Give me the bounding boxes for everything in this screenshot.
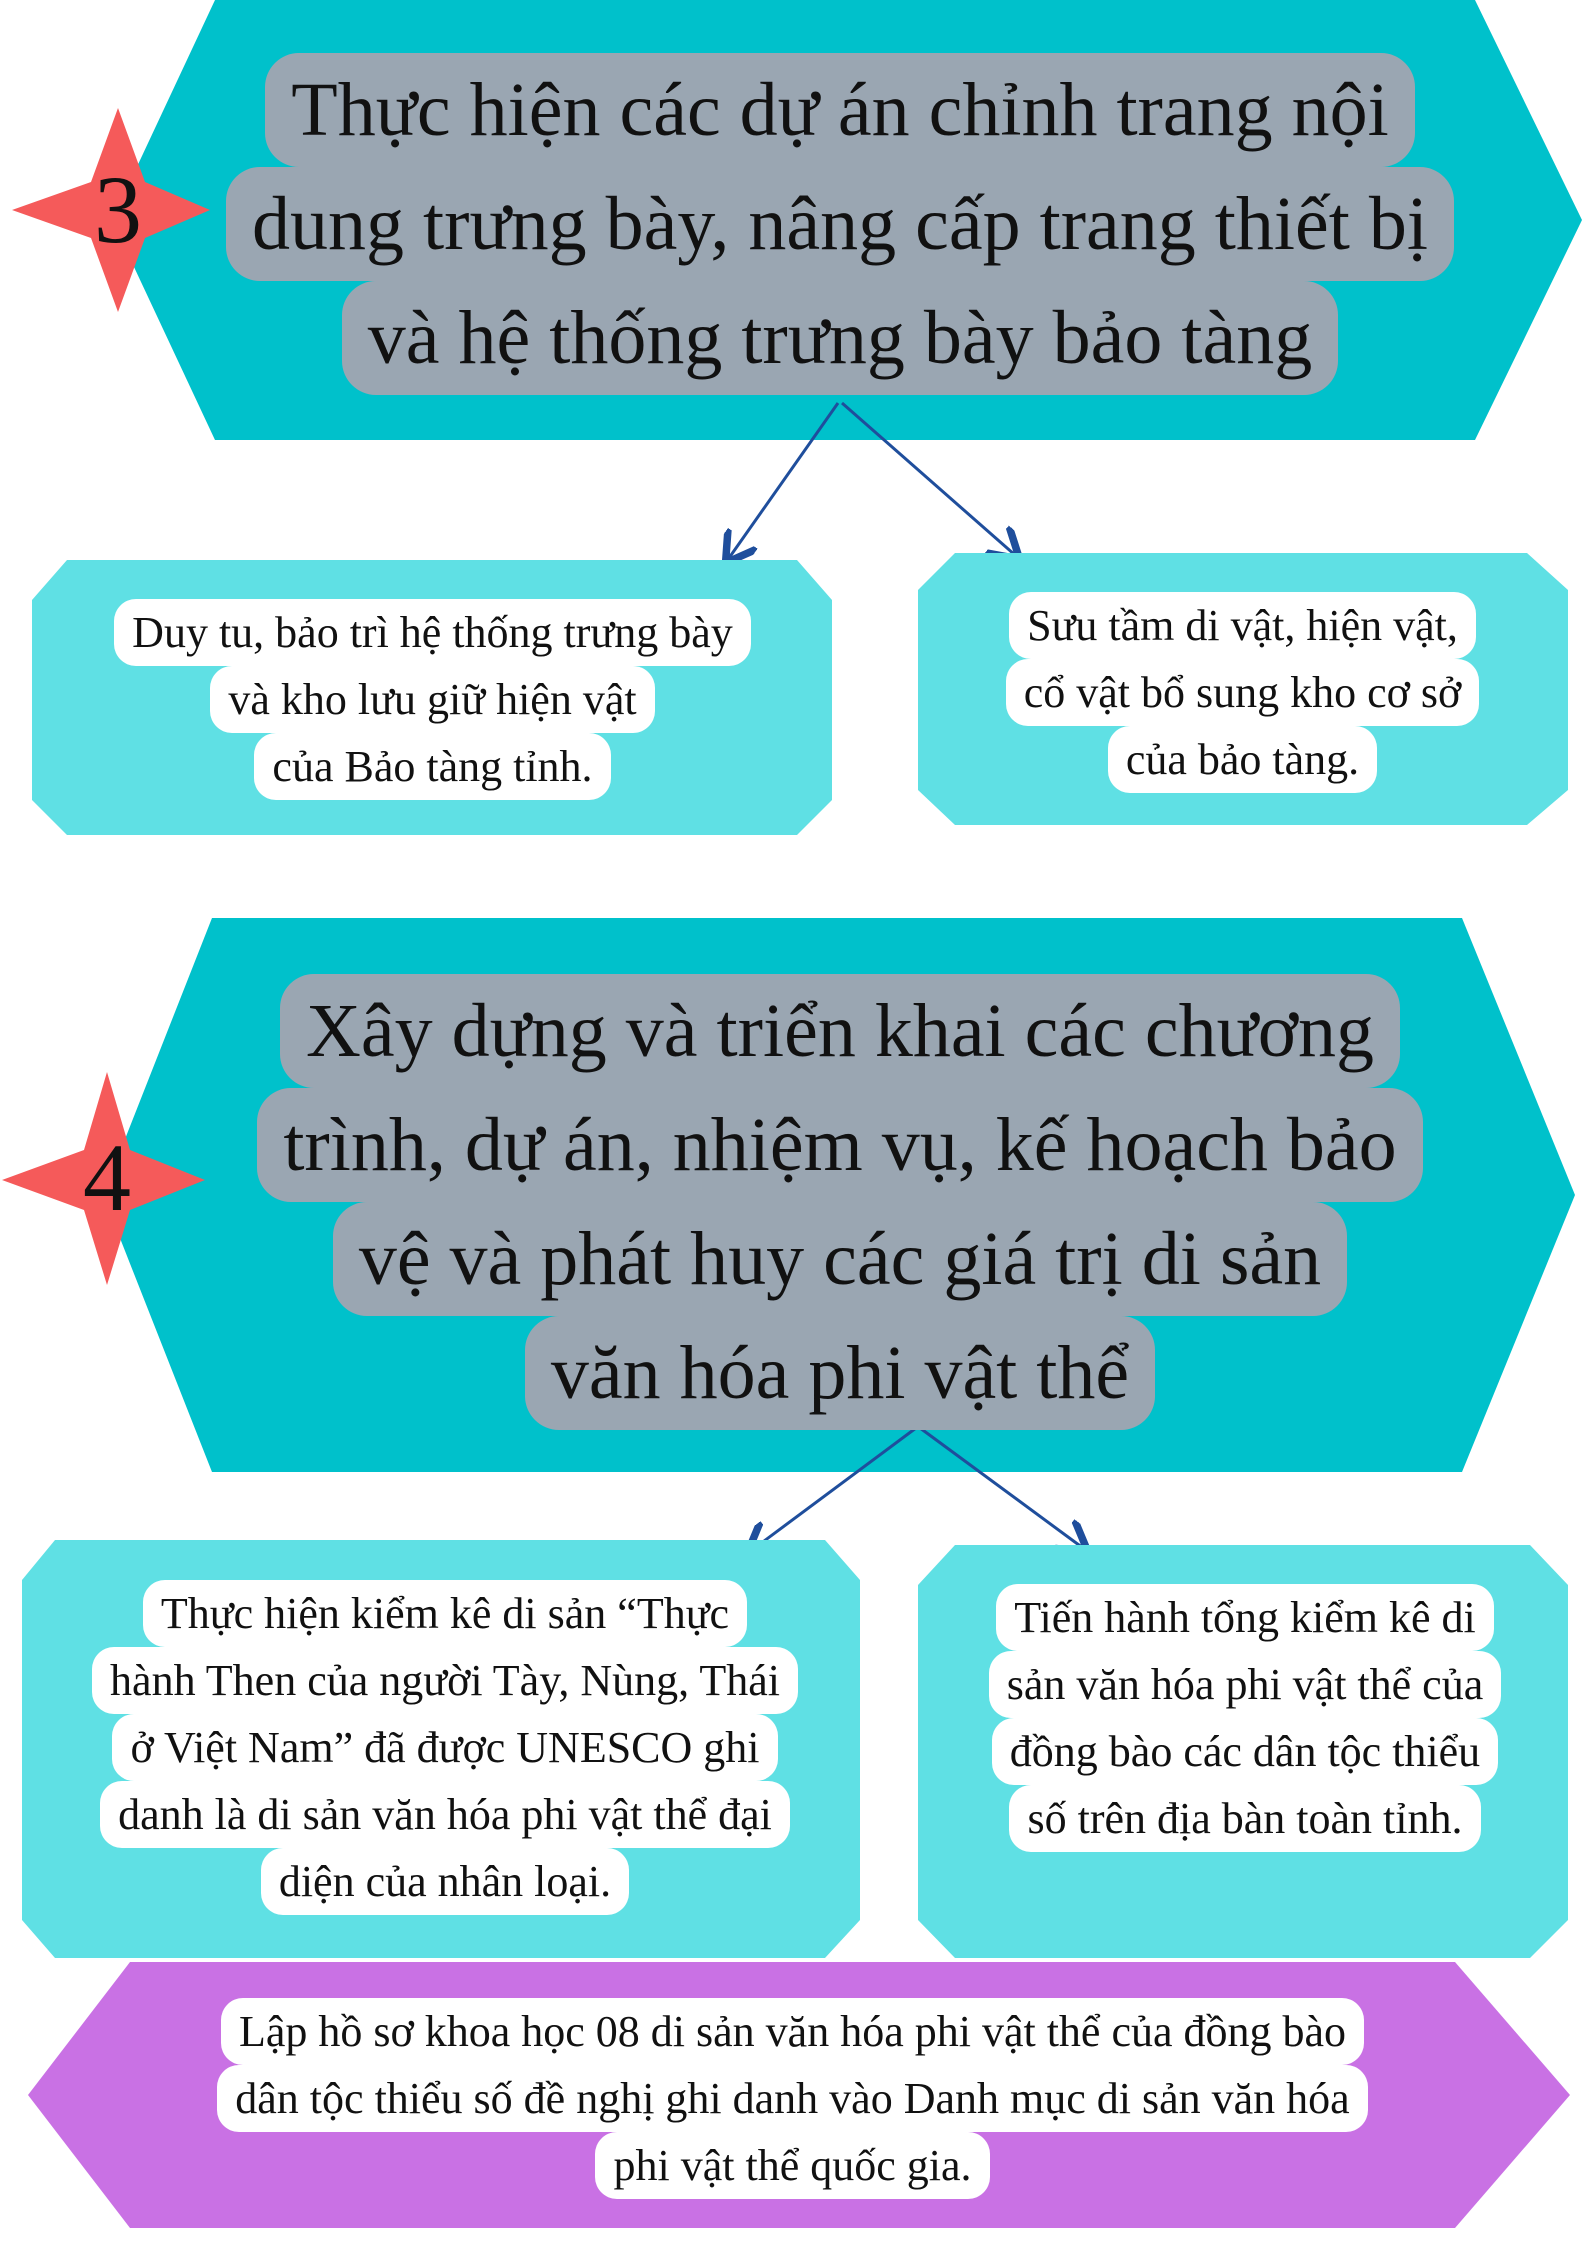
section4-title [190,974,1490,1430]
section4-left-line: hành Then của người Tày, Nùng, Thái [92,1647,798,1714]
section4-right-line: sản văn hóa phi vật thể của [989,1651,1502,1718]
section4-right-box-text [945,1584,1545,1852]
section3-title-line: dung trưng bày, nâng cấp trang thiết bị [226,167,1454,281]
section4-title-line: văn hóa phi vật thể [525,1316,1155,1430]
section3-right-line: của bảo tàng. [1108,726,1377,793]
section4-left-line: ở Việt Nam” đã được UNESCO ghi [112,1714,777,1781]
section3-right-line: cổ vật bổ sung kho cơ sở [1006,659,1480,726]
section4-left-line: Thực hiện kiểm kê di sản “Thực [143,1580,747,1647]
section4-bottom-box-text [130,1998,1455,2199]
section3-left-line: và kho lưu giữ hiện vật [210,666,654,733]
section4-left-box-text [50,1580,840,1915]
section3-left-box-text [60,599,805,800]
section3-right-line: Sưu tầm di vật, hiện vật, [1009,592,1476,659]
section4-left-line: diện của nhân loại. [261,1848,629,1915]
section3-title-line: và hệ thống trưng bày bảo tàng [342,281,1339,395]
section4-left-line: danh là di sản văn hóa phi vật thể đại [100,1781,790,1848]
section4-right-line: số trên địa bàn toàn tỉnh. [1009,1785,1480,1852]
section4-number: 4 [83,1124,131,1231]
section3-left-line: Duy tu, bảo trì hệ thống trưng bày [114,599,751,666]
section4-title-line: trình, dự án, nhiệm vụ, kế hoạch bảo [257,1088,1422,1202]
section3-title-line: Thực hiện các dự án chỉnh trang nội [265,53,1414,167]
section4-bottom-line: Lập hồ sơ khoa học 08 di sản văn hóa phi vật thể của đồng bào [221,1998,1364,2065]
section3-number: 3 [94,156,142,263]
section4-bottom-line: dân tộc thiểu số đề nghị ghi danh vào Danh mục di sản văn hóa [217,2065,1367,2132]
section3-title [190,53,1490,395]
section3-right-box-text [940,592,1545,793]
section3-left-line: của Bảo tàng tỉnh. [254,733,610,800]
section4-bottom-line: phi vật thể quốc gia. [595,2132,989,2199]
section4-right-line: Tiến hành tổng kiểm kê di [996,1584,1494,1651]
section4-right-line: đồng bào các dân tộc thiểu [992,1718,1498,1785]
section4-title-line: Xây dựng và triển khai các chương [280,974,1400,1088]
section4-title-line: vệ và phát huy các giá trị di sản [333,1202,1347,1316]
